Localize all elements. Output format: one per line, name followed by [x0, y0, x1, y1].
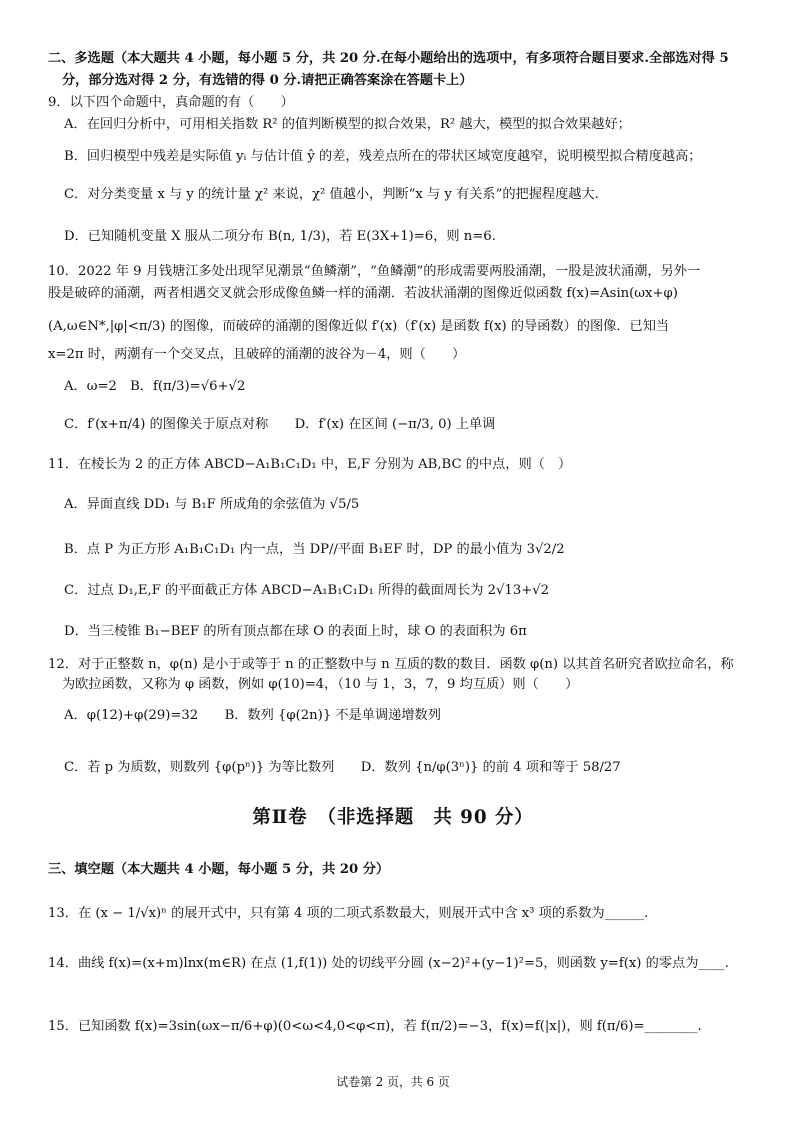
q15: 15．已知函数 f(x)=3sin(ωx−π/6+φ)(0<ω<4,0<φ<π)，若 f(π/2)=−3，f(x)=f(|x|)，则 f(π/6)=________.: [48, 1019, 702, 1034]
q14: 14．曲线 f(x)=(x+m)lnx(m∈R) 在点 (1,f(1)) 处的切线平分圆 (x−2)²+(y−1)²=5，则函数 y=f(x) 的零点为____.: [48, 956, 729, 971]
q12-line1: 12．对于正整数 n，φ(n) 是小于或等于 n 的正整数中与 n 互质的数的数目．函数 φ(n) 以其首名研究者欧拉命名，称: [48, 657, 734, 672]
q10-line4: x=2π 时，两潮有一个交叉点，且破碎的涌潮的波谷为－4，则（ ）: [48, 347, 466, 362]
q9-option-a: A．在回归分析中，可用相关指数 R² 的值判断模型的拟合效果，R² 越大，模型的拟合效果越好；: [64, 117, 631, 132]
section3-heading: 三、填空题（本大题共 4 小题，每小题 5 分，共 20 分）: [48, 862, 390, 877]
q11-option-d: D．当三棱锥 B₁−BEF 的所有顶点都在球 O 的表面上时，球 O 的表面积为 6π: [64, 624, 527, 639]
section2-heading-line2: 分，部分选对得 2 分，有选错的得 0 分.请把正确答案涂在答题卡上）: [62, 73, 473, 88]
q9-option-b: B．回归模型中残差是实际值 yᵢ 与估计值 ŷ 的差，残差点所在的带状区域宽度越窄，说明模型拟合精度越高；: [64, 149, 702, 164]
page-footer: 试卷第 2 页，共 6 页: [336, 1075, 450, 1089]
q9-option-c: C．对分类变量 x 与 y 的统计量 χ² 来说，χ² 值越小，判断“x 与 y 有关系”的把握程度越大.: [64, 187, 599, 202]
q10-line2: 股是破碎的涌潮，两者相遇交叉就会形成像鱼鳞一样的涌潮．若波状涌潮的图像近似函数 f(x)=Asin(ωx+φ): [48, 286, 678, 301]
q12-options-ab: A．φ(12)+φ(29)=32 B．数列 {φ(2n)} 不是单调递增数列: [64, 708, 441, 723]
section2-heading-line1: 二、多选题（本大题共 4 小题，每小题 5 分，共 20 分.在每小题给出的选项中，有多项符合题目要求.全部选对得 5: [48, 51, 729, 66]
part2-title: 第Ⅱ卷 （非选择题 共 90 分）: [252, 807, 534, 828]
q11-option-a: A．异面直线 DD₁ 与 B₁F 所成角的余弦值为 √5/5: [64, 497, 360, 512]
q12-line2: 为欧拉函数，又称为 φ 函数，例如 φ(10)=4，（10 与 1，3，7，9 均互质）则（ ）: [62, 677, 579, 692]
q10-options-cd: C．f′(x+π/4) 的图像关于原点对称 D．f′(x) 在区间 (−π/3, 0) 上单调: [64, 417, 496, 432]
q12-options-cd: C．若 p 为质数，则数列 {φ(pⁿ)} 为等比数列 D．数列 {n/φ(3ⁿ)} 的前 4 项和等于 58/27: [64, 760, 621, 775]
q9-stem: 9．以下四个命题中，真命题的有（ ）: [48, 95, 294, 110]
q11-option-b: B．点 P 为正方形 A₁B₁C₁D₁ 内一点，当 DP//平面 B₁EF 时，DP 的最小值为 3√2/2: [64, 542, 565, 557]
q9-option-d: D．已知随机变量 X 服从二项分布 B(n, 1/3)，若 E(3X+1)=6，则 n=6.: [64, 229, 496, 244]
q11-stem: 11．在棱长为 2 的正方体 ABCD−A₁B₁C₁D₁ 中，E,F 分别为 AB,BC 的中点，则（ ）: [48, 457, 572, 472]
q13: 13．在 (x − 1/√x)ⁿ 的展开式中，只有第 4 项的二项式系数最大，则展开式中含 x³ 项的系数为______.: [48, 906, 649, 921]
q10-line1: 10．2022 年 9 月钱塘江多处出现罕见潮景“鱼鳞潮”，“鱼鳞潮”的形成需要两股涌潮，一股是波状涌潮，另外一: [48, 264, 701, 279]
q10-line3: (A,ω∈N*,|φ|<π/3) 的图像，而破碎的涌潮的图像近似 f′(x)（f′(x) 是函数 f(x) 的导函数）的图像．已知当: [48, 319, 670, 334]
q11-option-c: C．过点 D₁,E,F 的平面截正方体 ABCD−A₁B₁C₁D₁ 所得的截面周长为 2√13+√2: [64, 583, 550, 598]
q10-options-ab: A．ω=2 B．f(π/3)=√6+√2: [64, 379, 246, 394]
